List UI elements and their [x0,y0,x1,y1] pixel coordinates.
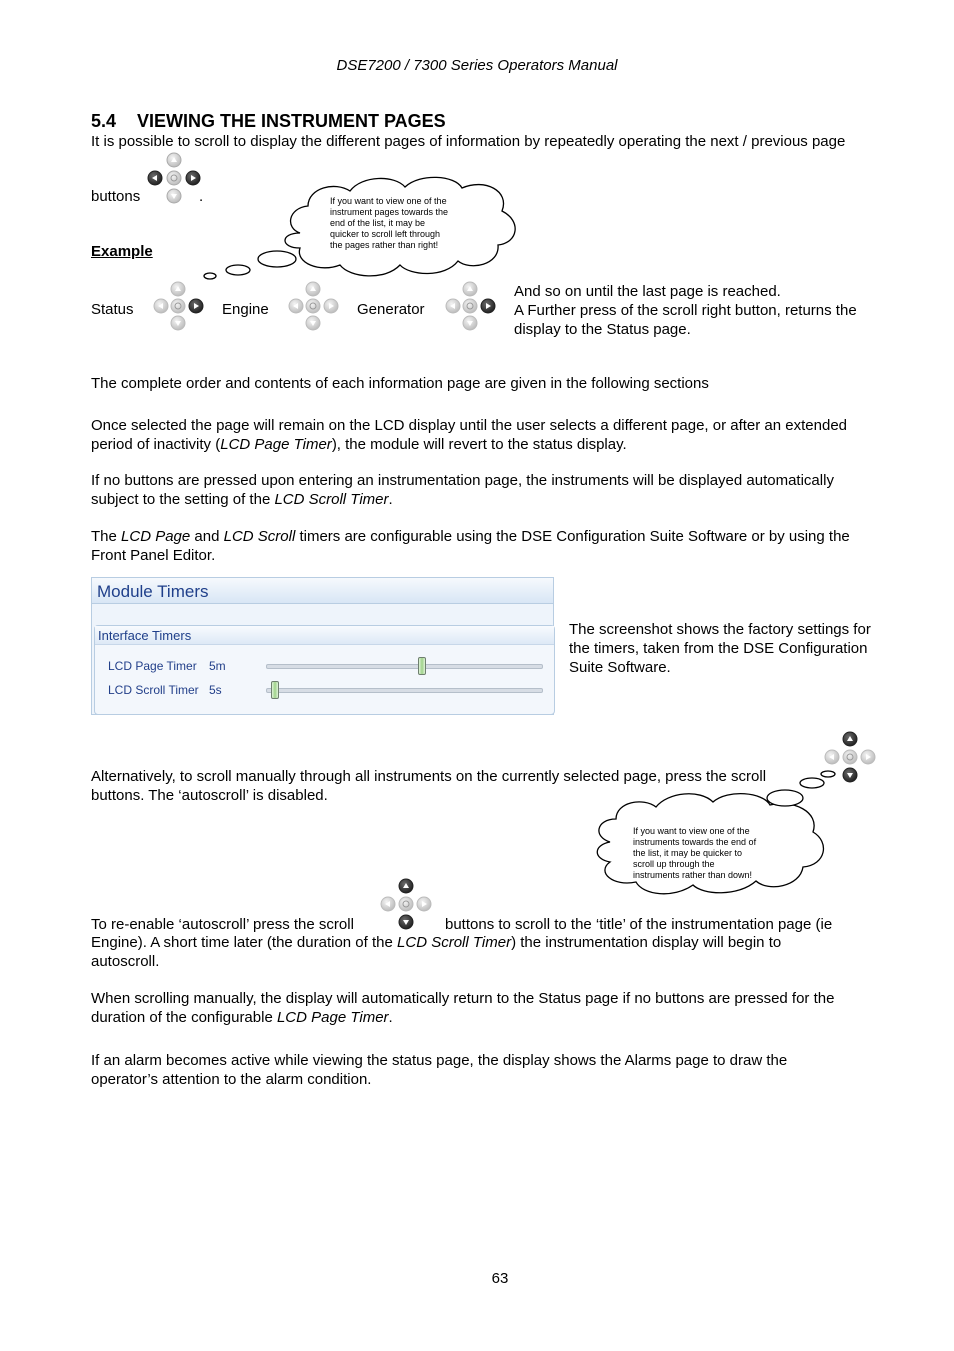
intro-buttons-word: buttons [91,188,141,205]
cloud-1-line: quicker to scroll left through [330,229,441,239]
cloud-1-line: the pages rather than right! [330,240,439,250]
text-run: subject to the setting of the [91,491,275,508]
text-run: timers are configurable using the DSE Configuration Suite Software or by using the [295,528,850,545]
lcd-page-timer-value: 5m [209,659,226,673]
lcd-scroll-timer-slider[interactable] [271,681,279,699]
para-order: The complete order and contents of each information page are given in the following sections [91,375,709,392]
cloud-1-line: If you want to view one of the [330,196,447,206]
para-selected [91,416,847,454]
text-run: ) the instrumentation display will begin to [511,934,782,951]
text-run: period of inactivity ( [91,436,221,453]
lcd-scroll-timer-track[interactable] [266,688,543,693]
italic-term: LCD Page Timer [276,1009,389,1026]
para-timers-line-1 [91,527,850,546]
example-note [514,282,857,339]
screenshot-note-line: The screenshot shows the factory settings for [569,621,871,638]
module-timers-panel [91,577,554,715]
section-number: 5.4 [91,111,117,131]
para-alarm [91,1051,787,1089]
intro-line-1: It is possible to scroll to display the different pages of information by repeatedly operating the next / previous page [91,133,846,150]
para-reenable-line-3: autoscroll. [91,953,160,970]
italic-term: LCD Page [121,528,191,545]
section-heading [91,111,446,132]
para-reenable-1b: buttons to scroll to the ‘title’ of the instrumentation page (ie [445,916,833,933]
screenshot-note-line: Suite Software. [569,659,671,676]
text-run: and [190,528,224,545]
para-manual-line: buttons. The ‘autoscroll’ is disabled. [91,787,328,804]
para-alarm-line: If an alarm becomes active while viewing the status page, the display shows the Alarms page to draw the [91,1052,788,1069]
cloud-1-text [330,196,448,251]
para-nobuttons [91,471,834,509]
module-timers-title: Module Timers [92,578,553,604]
para-nobuttons-line-2 [91,490,834,509]
para-selected-line-2 [91,435,847,454]
example-generator-label: Generator [357,301,425,318]
text-run: The [91,528,122,545]
up-down-buttons-icon [379,877,433,931]
cloud-2-line: instruments towards the end of [633,837,757,847]
italic-term: LCD Page Timer [220,436,332,453]
para-nobuttons-line: If no buttons are pressed upon entering an instrumentation page, the instruments will be displayed automatically [91,472,834,489]
text-run: Engine). A short time later (the duration of the [91,934,398,951]
text-run: ), the module will revert to the status display. [331,436,627,453]
example-note-line: display to the Status page. [514,321,691,338]
para-selected-line: Once selected the page will remain on the LCD display until the user selects a different page, or after an extended [91,417,848,434]
example-note-line: And so on until the last page is reached. [514,283,781,300]
example-note-line: A Further press of the scroll right button, returns the [514,302,857,319]
cloud-2-line: instruments rather than down! [633,870,753,880]
screenshot-note [569,620,871,677]
lcd-scroll-timer-value: 5s [209,683,222,697]
text-run: . [388,1009,393,1026]
right-button-icon [445,281,497,331]
lcd-page-timer-track[interactable] [266,664,543,669]
text-run: duration of the configurable [91,1009,277,1026]
italic-term: LCD Scroll Timer [397,934,512,951]
lcd-scroll-timer-label: LCD Scroll Timer [108,683,199,697]
para-return-line-2 [91,1008,834,1027]
example-engine-label: Engine [222,301,269,318]
para-timers [91,527,850,565]
para-return-line: When scrolling manually, the display will automatically return to the Status page if no buttons are pressed for the [91,990,835,1007]
para-alarm-line: operator’s attention to the alarm condition. [91,1071,372,1088]
screenshot-note-line: the timers, taken from the DSE Configuration [569,640,868,657]
lcd-page-timer-label: LCD Page Timer [108,659,197,673]
right-button-icon [153,281,205,331]
cloud-2-line: the list, it may be quicker to [633,848,743,858]
interface-timers-title: Interface Timers [95,626,554,645]
cloud-1-line: instrument pages towards the [330,207,449,217]
para-reenable-1a: To re-enable ‘autoscroll’ press the scroll [91,916,354,933]
cloud-2-line: scroll up through the [633,859,715,869]
left-right-buttons-icon [147,152,204,205]
cloud-1-line: end of the list, it may be [330,218,426,228]
section-title: VIEWING THE INSTRUMENT PAGES [137,111,446,131]
italic-term: LCD Scroll Timer [274,491,389,508]
running-header: DSE7200 / 7300 Series Operators Manual [336,57,618,74]
interface-timers-group [94,625,555,715]
example-status-label: Status [91,301,134,318]
para-timers-line-2: Front Panel Editor. [91,547,216,564]
para-manual-line: Alternatively, to scroll manually through all instruments on the currently selected page, press the scroll [91,768,767,785]
page-number: 63 [491,1270,509,1287]
cloud-2-line: If you want to view one of the [633,826,750,836]
text-run: . [388,491,393,508]
cloud-2-text [633,826,756,881]
example-heading: Example [91,243,153,260]
para-reenable-line-2 [91,933,781,952]
intro-period: . [199,188,204,205]
para-return [91,989,834,1027]
italic-term: LCD Scroll [223,528,296,545]
lcd-page-timer-slider[interactable] [418,657,426,675]
right-button-icon [288,281,340,331]
